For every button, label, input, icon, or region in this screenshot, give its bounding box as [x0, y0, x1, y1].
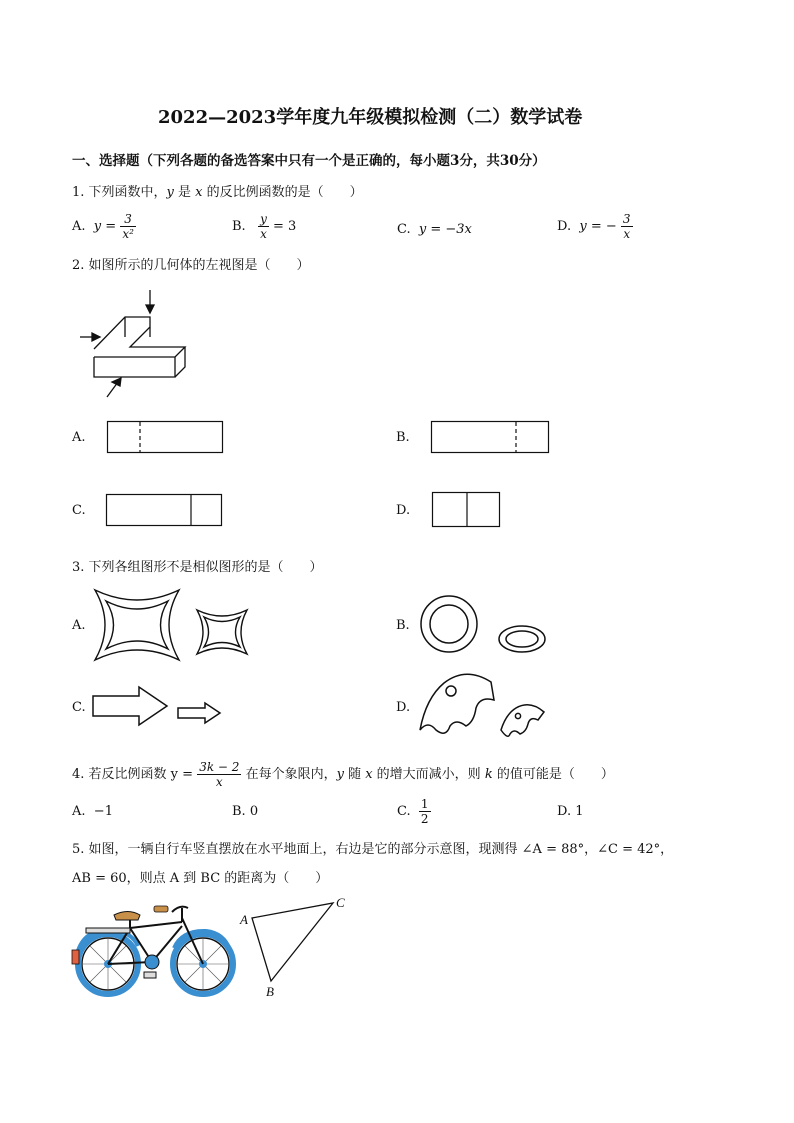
q4-option-c: C. $\frac{1}{2}$ — [397, 797, 429, 826]
q4-option-d: D. 1 — [557, 804, 584, 819]
q2-option-b-label: B. — [396, 430, 410, 445]
q1-option-a: A. y = $\frac{3}{\text{x²}}$ — [72, 212, 134, 241]
q2-option-a-figure — [107, 421, 224, 454]
q1-option-d: D. y = − $\frac{3}{x}$ — [557, 212, 631, 241]
question-2-stem: 2. 如图所示的几何体的左视图是（ ） — [72, 258, 310, 273]
q2-option-c-label: C. — [72, 503, 86, 518]
q3-option-c-label: C. — [72, 700, 86, 715]
q3-option-d-label: D. — [396, 700, 411, 715]
q1-option-b: B. $\frac{y}{x}$ = 3 — [232, 212, 297, 241]
q3-option-c-figure — [92, 686, 227, 728]
page-title: 2022—2023学年度九年级模拟检测（二）数学试卷 — [158, 107, 583, 128]
q3-option-b-label: B. — [396, 618, 410, 633]
triangle-abc-diagram — [238, 893, 358, 1001]
q2-solid-figure — [80, 285, 190, 400]
point-a-label: A — [240, 912, 248, 927]
bicycle-illustration — [72, 898, 232, 998]
question-5-stem-line1: 5. 如图，一辆自行车竖直摆放在水平地面上，右边是它的部分示意图，现测得 ∠A = 88°，∠C = 42°， — [72, 842, 674, 857]
q1-option-c: C. y = −3x — [397, 222, 472, 237]
q4-option-b: B. 0 — [232, 804, 259, 819]
q2-option-d-figure — [432, 492, 502, 528]
q3-option-d-figure — [416, 668, 551, 746]
question-5-stem-line2: AB = 60，则点 A 到 BC 的距离为（ ） — [72, 871, 329, 886]
q2-option-b-figure — [431, 421, 550, 454]
point-c-label: C — [336, 895, 345, 910]
q4-option-a: A. −1 — [72, 804, 113, 819]
q2-option-c-figure — [106, 494, 223, 527]
point-b-label: B — [266, 984, 274, 999]
question-4-stem: 4. 若反比例函数 y = $\frac{3k - 2}{x}$ 在每个象限内，y 随 x 的增大而减小，则 k 的值可能是（ ） — [72, 760, 614, 789]
q3-option-a-label: A. — [72, 618, 86, 633]
question-1-stem: 1. 下列函数中，y 是 x 的反比例函数的是（ ） — [72, 185, 363, 200]
question-3-stem: 3. 下列各组图形不是相似图形的是（ ） — [72, 560, 323, 575]
q3-option-b-figure — [415, 592, 550, 662]
section-heading: 一、选择题（下列各题的备选答案中只有一个是正确的，每小题3分，共30分） — [72, 153, 546, 169]
q2-option-a-label: A. — [72, 430, 86, 445]
q2-option-d-label: D. — [396, 503, 411, 518]
q3-option-a-figure — [92, 588, 272, 663]
